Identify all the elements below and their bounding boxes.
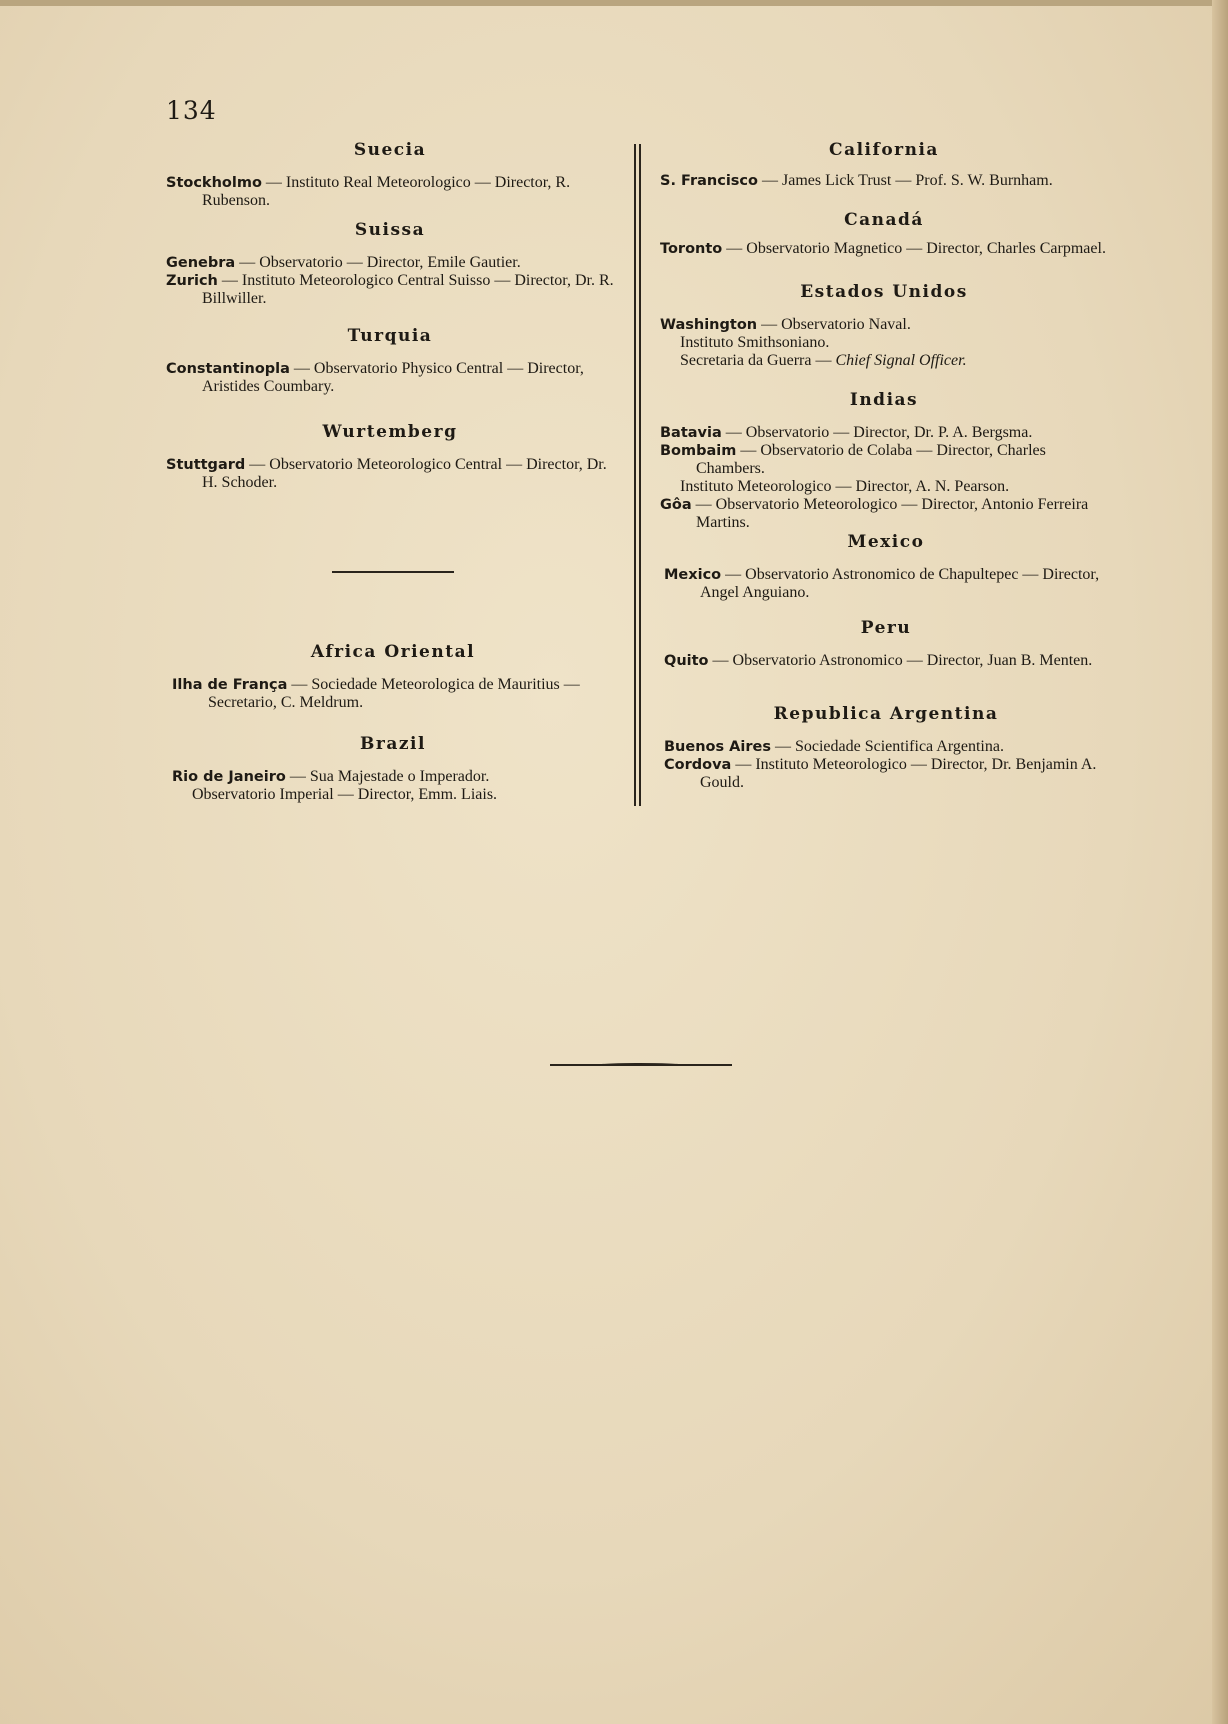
page-top-edge [0, 0, 1228, 6]
entry [660, 442, 1108, 478]
entry [664, 652, 1108, 670]
entry-text: — Instituto Meteorologico — Director, Dr. Benjamin A. Gould. [700, 756, 1097, 791]
entry-text: — Observatorio — Director, Dr. P. A. Bergsma. [721, 424, 1033, 441]
page-right-edge [1212, 0, 1228, 1724]
entry [172, 676, 614, 712]
entry [664, 566, 1108, 602]
entry [166, 360, 614, 396]
section-africa-oriental [172, 640, 614, 712]
entry-text: — Observatorio Astronomico de Chapultepec — Director, Angel Anguiano. [700, 566, 1100, 601]
section-title: Mexico [847, 532, 925, 552]
section-suissa [166, 218, 614, 308]
section-title: Estados Unidos [800, 282, 968, 302]
entry-text: — Instituto Real Meteorologico — Director, R. Rubenson. [202, 174, 571, 209]
end-ornament-swell [600, 1063, 680, 1066]
entry-place: Washington [660, 317, 758, 333]
entry [166, 174, 614, 210]
entry-place: Gôa [660, 497, 692, 513]
entry-text: — Instituto Meteorologico Central Suisso — Director, Dr. R. Billwiller. [202, 272, 614, 307]
entry-text: — Observatorio Meteorologico — Director, Antonio Ferreira Martins. [691, 496, 1089, 531]
entry [660, 316, 1108, 334]
section-peru [664, 616, 1108, 670]
entry-subline: Instituto Smithsoniano. [680, 334, 830, 351]
section-estados-unidos [660, 280, 1108, 370]
entry-place: Constantinopla [166, 361, 290, 377]
section-title: California [829, 140, 939, 160]
entry-place: Buenos Aires [664, 739, 771, 755]
entry-text: — Observatorio Physico Central — Director, Aristides Coumbary. [202, 360, 584, 395]
entry-text: — Sociedade Meteorologica de Mauritius — Secretario, C. Meldrum. [208, 676, 580, 711]
section-wurtemberg [166, 420, 614, 492]
section-california [660, 138, 1108, 190]
section-title: Turquia [347, 326, 433, 346]
entry-place: Mexico [664, 567, 722, 583]
entry [166, 272, 614, 308]
entry-place: Quito [664, 653, 709, 669]
entry [660, 172, 1108, 190]
entry-subline: Instituto Meteorologico — Director, A. N. Pearson. [680, 478, 1010, 495]
entry-text: — James Lick Trust — Prof. S. W. Burnham. [758, 172, 1053, 189]
entry [660, 240, 1108, 258]
entry-place: Ilha de França [172, 677, 288, 693]
entry [660, 424, 1108, 442]
section-title: Indias [849, 390, 919, 410]
section-separator-rule [332, 571, 454, 573]
entry-subline-prefix: Secretaria da Guerra — [680, 352, 836, 369]
page-number: 134 [166, 96, 217, 125]
section-canada [660, 208, 1108, 258]
section-brazil [172, 732, 614, 804]
entry [664, 756, 1108, 792]
entry-subline [660, 352, 1108, 370]
entry-text: — Observatorio — Director, Emile Gautier. [235, 254, 521, 271]
entry-place: Zurich [166, 273, 218, 289]
entry-place: Cordova [664, 757, 732, 773]
entry-text: — Observatorio Magnetico — Director, Charles Carpmael. [722, 240, 1106, 257]
entry-place: Stockholmo [166, 175, 262, 191]
entry-place: Batavia [660, 425, 722, 441]
column-divider [634, 144, 636, 806]
section-title: Suissa [354, 220, 426, 240]
section-turquia [166, 324, 614, 396]
section-title: Canadá [844, 210, 924, 230]
entry-place: Rio de Janeiro [172, 769, 286, 785]
entry-text: — Sua Majestade o Imperador. [285, 768, 490, 785]
entry-text: — Observatorio Astronomico — Director, Juan B. Menten. [708, 652, 1093, 669]
section-suecia [166, 138, 614, 210]
entry-place: S. Francisco [660, 173, 758, 189]
section-title: Wurtemberg [322, 422, 458, 442]
column-divider [639, 144, 641, 806]
entry-text: — Observatorio de Colaba — Director, Charles Chambers. [696, 442, 1046, 477]
entry [660, 496, 1108, 532]
section-title: Africa Oriental [310, 642, 476, 662]
section-title: Peru [860, 618, 912, 638]
section-title: Suecia [353, 140, 427, 160]
entry-place: Genebra [166, 255, 236, 271]
entry-subline: Observatorio Imperial — Director, Emm. Liais. [192, 786, 498, 803]
entry [166, 456, 614, 492]
section-title: Republica Argentina [773, 704, 999, 724]
section-republica-argentina [664, 702, 1108, 792]
section-indias [660, 388, 1108, 532]
section-mexico [664, 530, 1108, 602]
entry [172, 768, 614, 786]
entry-place: Bombaim [660, 443, 737, 459]
entry-text: — Sociedade Scientifica Argentina. [770, 738, 1004, 755]
entry [664, 738, 1108, 756]
entry [166, 254, 614, 272]
entry-subline-italic: Chief Signal Officer. [835, 352, 967, 369]
entry-text: — Observatorio Meteorologico Central — Director, Dr. H. Schoder. [202, 456, 607, 491]
entry-place: Stuttgard [166, 457, 246, 473]
entry-place: Toronto [660, 241, 723, 257]
entry-text: — Observatorio Naval. [757, 316, 911, 333]
section-title: Brazil [360, 734, 426, 754]
